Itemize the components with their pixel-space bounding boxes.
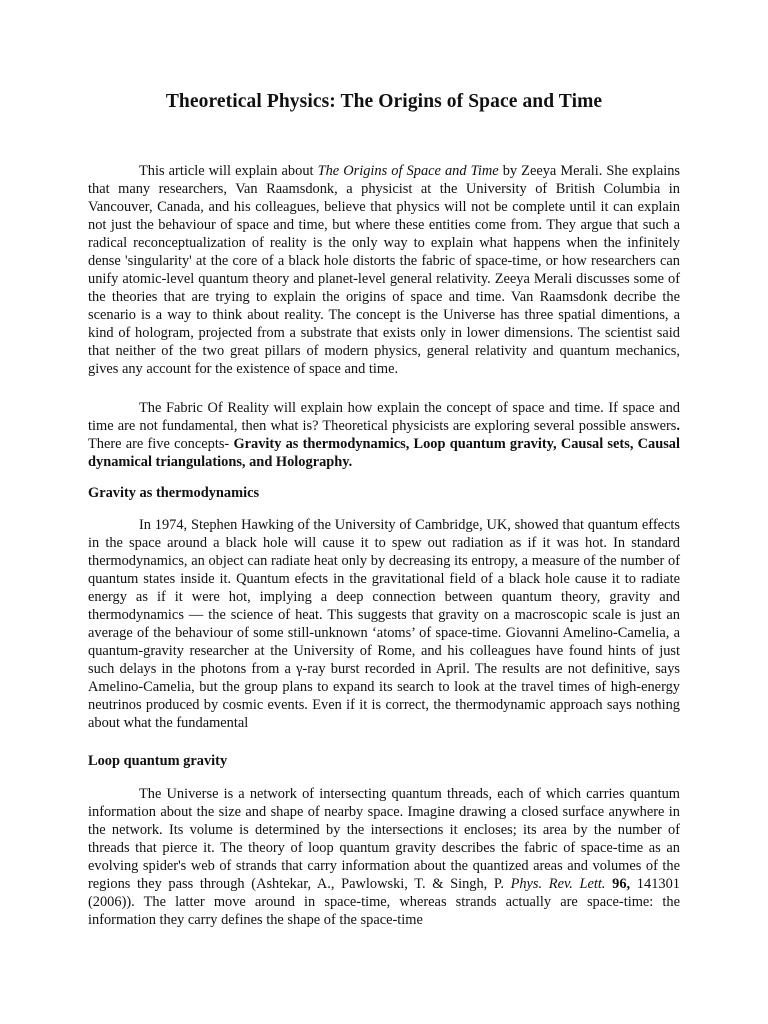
page-title: Theoretical Physics: The Origins of Space and Time [165, 91, 603, 112]
p4-rest: 141301 (2006)). The latter move around in space-time, whereas strands actually are space-time: the information they carry defines the shape of the space-time [88, 876, 680, 928]
paragraph-2 [88, 399, 680, 471]
p4-journal: Phys. Rev. Lett. [510, 876, 606, 892]
p1-rest: by Zeeya Merali. She explains that many researchers, Van Raamsdonk, a physicist at the University of British Columbia in Vancouver, Canada, and his colleagues, believe that physics will not be complete until it can explain not just the behaviour of space and time, but where these entities come from. They argue that such a radical reconceptualization of reality is the only way to explain what happens when the infinitely dense 'singularity' at the core of a black hole distorts the fabric of space-time, or how researchers can unify atomic-level quantum theory and planet-level general relativity. Zeeya Merali discusses some of the theories that are trying to explain the origins of space and time. Van Raamsdonk decribe the scenario is a way to think about reality. The concept is the Universe has three spatial dimentions, a kind of hologram, projected from a substrate that exists only in lower dimensions. The scientist said that neither of the two great pillars of modern physics, general relativity and quantum mechanics, gives any account for the existence of space and time. [88, 163, 680, 377]
p2-middle: There are five concepts- [88, 436, 234, 452]
paragraph-3: In 1974, Stephen Hawking of the University of Cambridge, UK, showed that quantum effects in the space around a black hole will cause it to spew out radiation as if it was hot. In standard thermodynamics, an object can radiate heat only by decreasing its entropy, a measure of the number of quantum states inside it. Quantum efects in the gravitational field of a black hole cause it to radiate energy as if it were hot, implying a deep connection between quantum theory, gravity and thermodynamics — the science of heat. This suggests that gravity on a macroscopic scale is just an average of the behaviour of some still-unknown ‘atoms’ of space-time. Giovanni Amelino-Camelia, a quantum-gravity researcher at the University of Rome, and his colleagues have found hints of just such delays in the photons from a γ-ray burst recorded in April. The results are not definitive, says Amelino-Camelia, but the group plans to expand its search to look at the travel times of high-energy neutrinos produced by cosmic events. Even if it is correct, the thermodynamic approach says nothing about what the fundamental [88, 517, 680, 731]
paragraph-fabric [88, 399, 680, 471]
p1-book-title: The Origins of Space and Time [317, 163, 499, 179]
paragraph-intro [88, 162, 680, 378]
p4-intro: The Universe is a network of intersecting quantum threads, each of which carries quantum information about the size and shape of nearby space. Imagine drawing a closed surface anywhere in the network. Its volume is determined by the intersections it encloses; its area by the number of threads that pierce it. The theory of loop quantum gravity describes the fabric of space-time as an evolving spider's web of strands that carry information about the quantized areas and volumes of the regions they pass through (Ashtekar, A., Pawlowski, T. & Singh, P. [88, 786, 680, 892]
section-heading-gravity-thermodynamics: Gravity as thermodynamics [88, 485, 260, 501]
section-heading-loop-quantum-gravity: Loop quantum gravity [88, 753, 228, 769]
p1-intro: This article will explain about [139, 163, 318, 179]
paragraph-gravity [88, 516, 680, 732]
p4-volume: 96, [605, 876, 631, 892]
p2-concepts: Gravity as thermodynamics, Loop quantum gravity, Causal sets, Causal dynamical triangulations, and Holography. [88, 436, 680, 470]
p2-period: . [676, 418, 680, 434]
paragraph-1 [88, 162, 680, 378]
paragraph-4 [88, 785, 680, 929]
paragraph-loop [88, 785, 680, 929]
p2-intro: The Fabric Of Reality will explain how explain the concept of space and time. If space and time are not fundamental, then what is? Theoretical physicists are exploring several possible answers [88, 400, 680, 434]
